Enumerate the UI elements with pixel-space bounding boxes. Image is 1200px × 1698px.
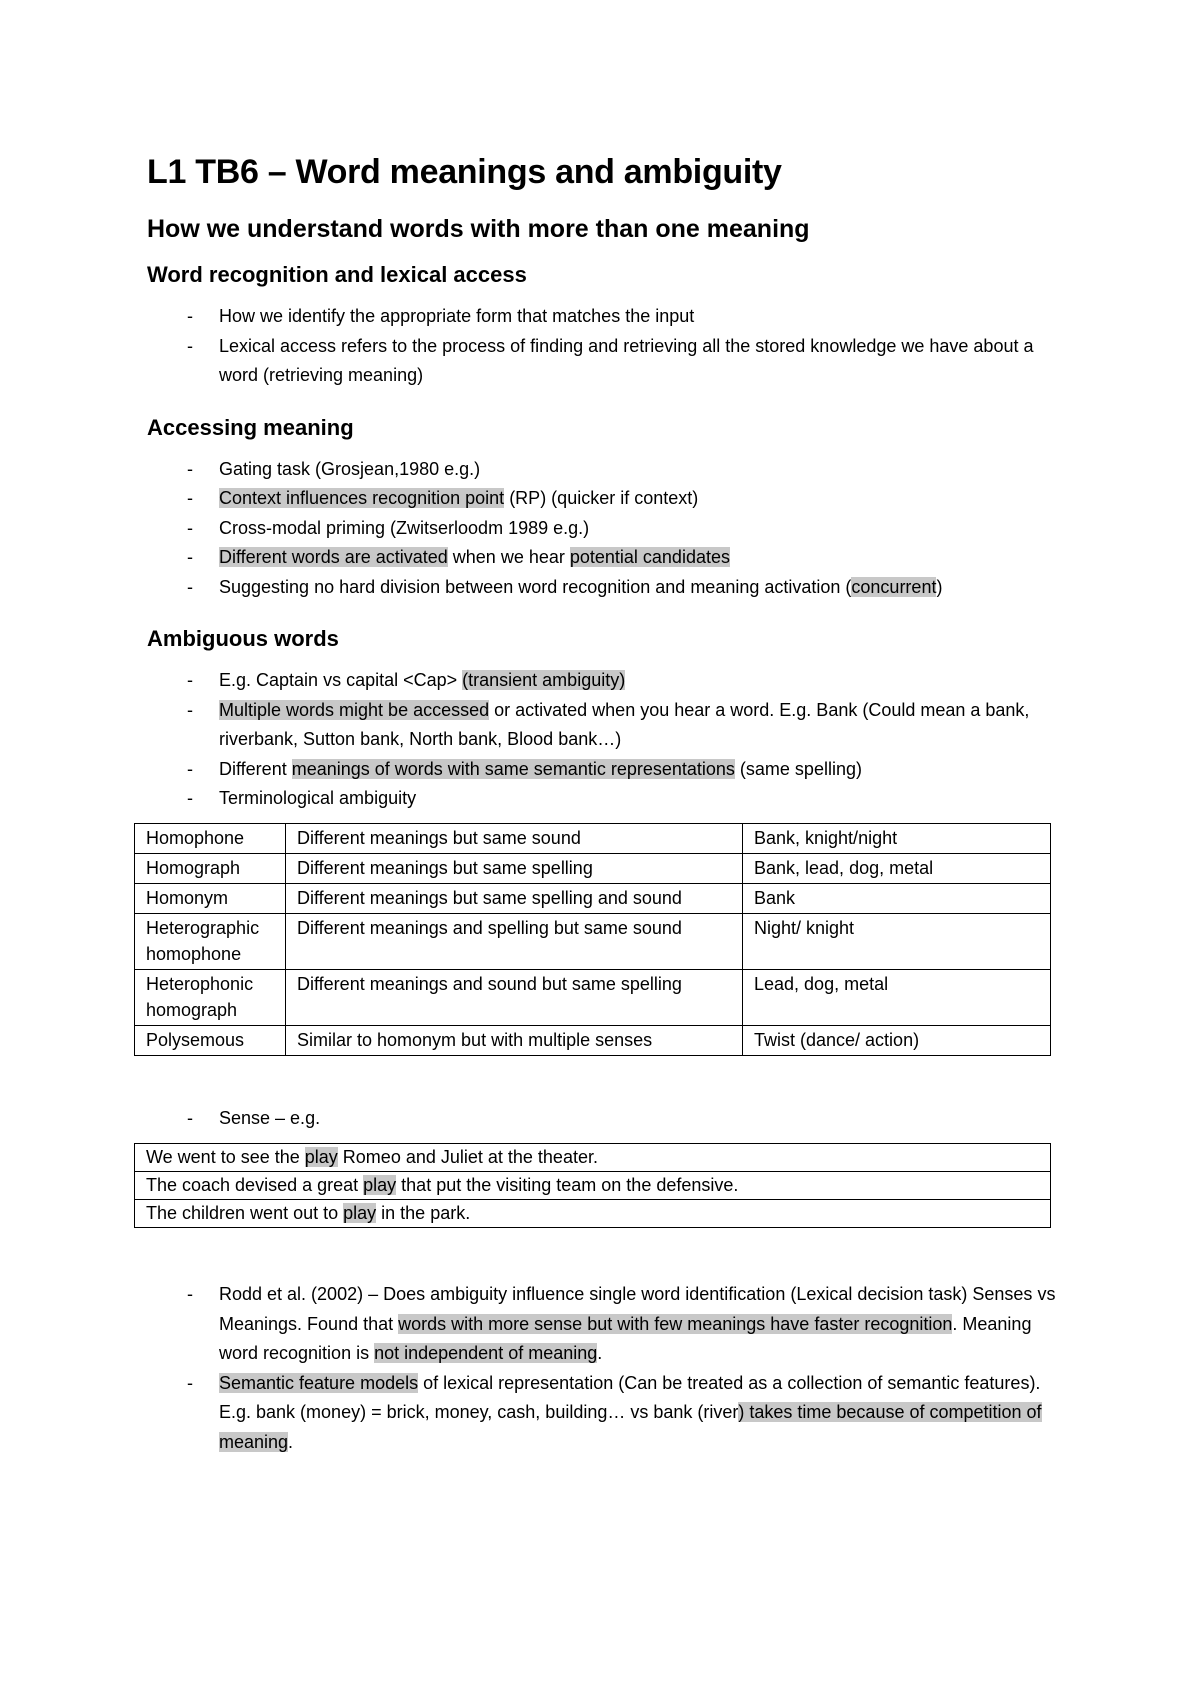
document-page (147, 150, 1067, 1479)
table-cell (135, 1144, 1051, 1172)
highlight: meanings of words with same semantic representations (291, 758, 735, 779)
text: The children went out to (146, 1203, 344, 1223)
text: Different (219, 758, 292, 779)
highlight: Semantic feature models (219, 1372, 419, 1393)
section-heading-recognition: Word recognition and lexical access (147, 262, 527, 287)
highlight: words with more sense but with few meanings have faster recognition (398, 1313, 953, 1334)
highlight: ) takes time because of competition of meaning (219, 1402, 1042, 1452)
text: when we hear (447, 547, 570, 567)
list-item (147, 484, 1067, 514)
highlight: play (343, 1203, 377, 1223)
highlight: (transient ambiguity) (462, 670, 626, 690)
text: or activated when you hear a word. E.g. Bank (Could mean a bank, riverbank, Sutton bank, North bank, Blood bank…) (219, 699, 1030, 749)
text: that put the visiting team on the defensive. (396, 1175, 739, 1195)
table-cell: Polysemous (135, 1025, 286, 1055)
table-cell: Night/ knight (743, 913, 1051, 969)
list-item: - Lexical access refers to the process of finding and retrieving all the stored knowledge we have about a word (retrieving meaning) (147, 332, 1067, 391)
list-item (147, 1280, 1067, 1369)
text: We went to see the (146, 1147, 305, 1167)
highlight: concurrent (851, 576, 937, 597)
highlight: Context influences recognition point (219, 488, 505, 508)
text: E.g. Captain vs capital <Cap> (219, 670, 463, 690)
text: Suggesting no hard division between word recognition and meaning activation ( (219, 576, 852, 597)
list-item: - Terminological ambiguity (147, 784, 1067, 814)
text: (same spelling) (734, 758, 862, 779)
table-row (135, 1025, 1051, 1055)
text: (RP) (quicker if context) (504, 488, 699, 508)
table-cell: Bank (743, 883, 1051, 913)
table-cell: Heterographic homophone (135, 913, 286, 969)
table-cell: Twist (dance/ action) (743, 1025, 1051, 1055)
recognition-list (147, 302, 1067, 391)
ambiguous-list (147, 666, 1067, 814)
highlight: potential candidates (569, 547, 730, 567)
list-item: - Sense – e.g. (147, 1104, 1067, 1134)
table-cell: Different meanings but same sound (286, 823, 743, 853)
section-heading-accessing: Accessing meaning (147, 414, 354, 440)
section-heading-ambiguous: Ambiguous words (147, 626, 339, 651)
list-item (147, 666, 1067, 696)
accessing-list (147, 455, 1067, 603)
table-cell: Different meanings but same spelling and sound (286, 883, 743, 913)
table-row (135, 1144, 1051, 1172)
list-item (147, 755, 1067, 785)
table-row (135, 1172, 1051, 1200)
table-cell: Homograph (135, 853, 286, 883)
text: The coach devised a great (146, 1175, 364, 1195)
text: Rodd et al. (2002) – Does ambiguity influence single word identification (Lexical decision task) Senses vs Meanings. Found that (219, 1284, 1056, 1334)
list-item (147, 543, 1067, 573)
list-item: - How we identify the appropriate form that matches the input (147, 302, 1067, 332)
text: Romeo and Juliet at the theater. (337, 1147, 598, 1167)
text: of lexical representation (Can be treated as a collection of semantic features). E.g. bank (money) = brick, money, cash, building… vs bank (river (219, 1372, 1041, 1422)
table-cell: Bank, lead, dog, metal (743, 853, 1051, 883)
table-cell (135, 1200, 1051, 1228)
table-row (135, 913, 1051, 969)
table-cell: Similar to homonym but with multiple senses (286, 1025, 743, 1055)
list-item (147, 573, 1067, 603)
table-cell: Different meanings and sound but same spelling (286, 969, 743, 1025)
text: . (288, 1431, 294, 1452)
table-cell (135, 1172, 1051, 1200)
list-item: - Gating task (Grosjean,1980 e.g.) (147, 455, 1067, 485)
document-subtitle: How we understand words with more than one meaning (147, 215, 810, 243)
table-cell: Lead, dog, metal (743, 969, 1051, 1025)
highlight: play (304, 1147, 338, 1167)
text: in the park. (376, 1203, 471, 1223)
table-cell: Heterophonic homograph (135, 969, 286, 1025)
table-cell: Homonym (135, 883, 286, 913)
table-row (135, 853, 1051, 883)
text: . (597, 1343, 603, 1363)
table-cell: Different meanings and spelling but same sound (286, 913, 743, 969)
highlight: Multiple words might be accessed (219, 699, 490, 720)
list-item: - Cross-modal priming (Zwitserloodm 1989 e.g.) (147, 514, 1067, 544)
highlight: play (363, 1175, 397, 1195)
table-cell: Homophone (135, 823, 286, 853)
sense-list (147, 1104, 1067, 1134)
highlight: Different words are activated (219, 547, 448, 567)
terms-table (134, 823, 1051, 1056)
text: ) (936, 576, 943, 597)
list-item (147, 696, 1067, 755)
table-row (135, 1200, 1051, 1228)
table-cell: Bank, knight/night (743, 823, 1051, 853)
document-title: L1 TB6 – Word meanings and ambiguity (147, 153, 782, 191)
text: . Meaning word recognition is (219, 1313, 1032, 1363)
sense-table (134, 1143, 1051, 1228)
table-cell: Different meanings but same spelling (286, 853, 743, 883)
highlight: not independent of meaning (374, 1343, 598, 1363)
table-row (135, 969, 1051, 1025)
list-item (147, 1369, 1067, 1458)
research-list (147, 1280, 1067, 1457)
table-row (135, 883, 1051, 913)
table-row (135, 823, 1051, 853)
